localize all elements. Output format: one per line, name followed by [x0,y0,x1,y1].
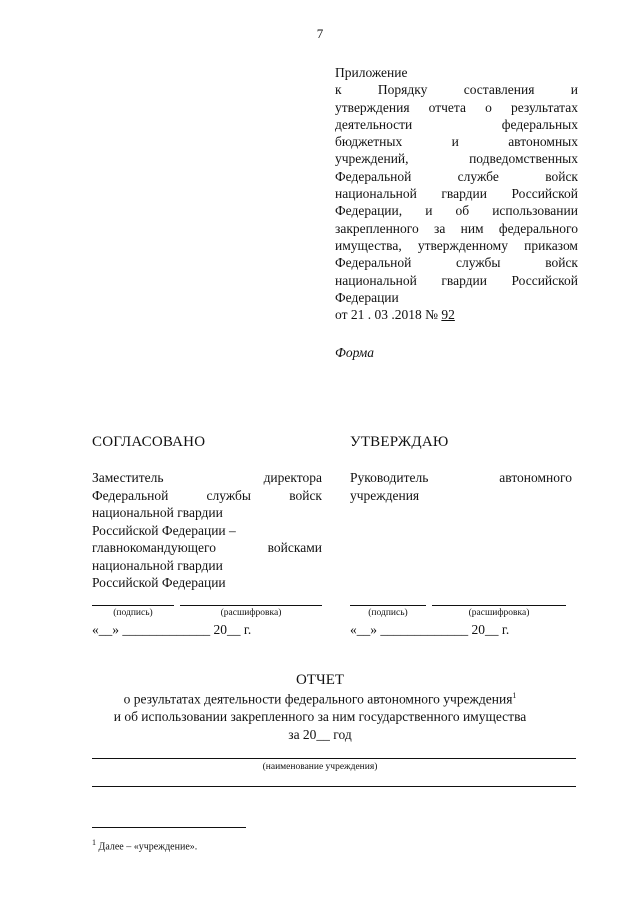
appendix-word: Федерации, [335,203,403,219]
appendix-word: утвержденному [417,237,508,253]
approve-decode-caption: (расшифровка) [468,608,530,618]
agreed-word: войск [289,487,322,503]
approve-date-line: «__» _____________ 20__ г. [350,622,510,637]
appendix-line [335,272,578,289]
agreed-line [92,539,322,557]
agreed-word: службы [206,487,251,503]
agreed-signature-line [92,605,174,606]
appendix-line [335,185,578,202]
agreed-line: Российской Федерации [92,575,226,590]
agreed-date-line: «__» _____________ 20__ г. [92,622,252,637]
appendix-block [335,64,578,306]
appendix-word: Федеральной [335,255,412,271]
institution-name-line-2 [92,786,576,787]
approve-decode-line [432,605,566,606]
appendix-word: национальной [335,186,417,202]
agreed-word: войсками [267,540,322,555]
appendix-word: войск [545,168,578,184]
appendix-line: Федерации [335,289,399,305]
appendix-word: Российской [511,186,578,202]
agreed-heading: СОГЛАСОВАНО [92,434,206,450]
appendix-line: Приложение [335,65,408,80]
appendix-line [335,168,578,185]
approve-line: учреждения [350,487,420,503]
order-reference [335,307,455,323]
approve-signature-line [350,605,426,606]
page-number: 7 [316,26,324,41]
report-subtitle-line-1 [0,691,640,708]
agreed-line: Российской Федерации – [92,522,236,538]
footnote-separator [92,827,246,828]
appendix-word: деятельности [335,116,413,132]
appendix-line [335,99,578,116]
approve-word: автономного [499,470,572,485]
agreed-signatory-block [92,469,322,592]
appendix-word: и [425,203,433,219]
appendix-word: федеральных [501,116,578,132]
appendix-word: утверждения [335,99,410,115]
appendix-word: войск [545,255,578,271]
appendix-word: учреждений, [335,151,409,167]
appendix-word: Российской [511,272,578,288]
appendix-word: Федеральной [335,168,412,184]
institution-name-line [92,758,576,759]
appendix-line [335,81,578,98]
footnote [92,838,197,852]
agreed-signature-caption: (подпись) [113,608,153,618]
appendix-word: об [455,203,470,219]
appendix-word: службы [456,255,501,271]
agreed-word: Заместитель [92,470,164,485]
appendix-word: и [451,134,459,150]
appendix-line [335,150,578,167]
approve-word: Руководитель [350,470,429,485]
footnote-reference: 1 [512,691,517,700]
approve-signature-caption: (подпись) [368,608,408,618]
appendix-word: федерального [498,220,578,236]
institution-name-caption: (наименование учреждения) [262,762,378,772]
appendix-line [335,202,578,219]
appendix-word: автономных [508,134,578,150]
appendix-word: закрепленного [335,220,419,236]
footnote-mark: 1 [92,838,96,847]
report-subtitle-line-2: и об использовании закрепленного за ним государственного имущества [113,709,527,724]
agreed-word: директора [263,470,322,485]
approve-heading: УТВЕРЖДАЮ [350,434,449,450]
appendix-word: гвардии [441,186,487,202]
form-label: Форма [335,345,375,360]
appendix-word: и [570,82,578,98]
appendix-word: Порядку [377,82,428,98]
appendix-word: приказом [524,237,578,253]
appendix-word: подведомственных [469,151,578,167]
agreed-word: главнокомандующего [92,540,217,555]
footnote-text: Далее – «учреждение». [96,841,198,853]
appendix-word: использовании [492,203,578,219]
appendix-word: бюджетных [335,134,403,150]
appendix-word: отчета [428,99,466,115]
approve-signatory-block [350,469,572,504]
order-date: от 21 . 03 .2018 № [335,307,438,322]
appendix-line [335,220,578,237]
appendix-word: имущества, [335,237,402,253]
agreed-decode-line [180,605,322,606]
agreed-line: национальной гвардии [92,557,223,573]
report-subtitle-text: о результатах деятельности федерального автономного учреждения [123,691,513,707]
appendix-line [335,254,578,271]
agreed-word: Федеральной [92,487,169,503]
appendix-word: гвардии [441,272,487,288]
appendix-word: о [485,99,492,115]
appendix-word: за [434,220,446,236]
appendix-line [335,237,578,254]
appendix-word: национальной [335,272,417,288]
approve-line [350,469,572,487]
agreed-line [92,487,322,505]
appendix-word: составления [463,82,535,98]
appendix-line [335,116,578,133]
appendix-word: службе [457,168,499,184]
report-title: ОТЧЕТ [295,672,345,688]
agreed-line [92,469,322,487]
appendix-line [335,133,578,150]
agreed-line: национальной гвардии [92,505,223,520]
report-year-line: за 20__ год [288,727,352,742]
order-number: 92 [441,307,455,322]
agreed-decode-caption: (расшифровка) [220,608,282,618]
appendix-word: к [335,82,342,98]
appendix-word: результатах [510,99,578,115]
appendix-word: ним [460,220,484,236]
